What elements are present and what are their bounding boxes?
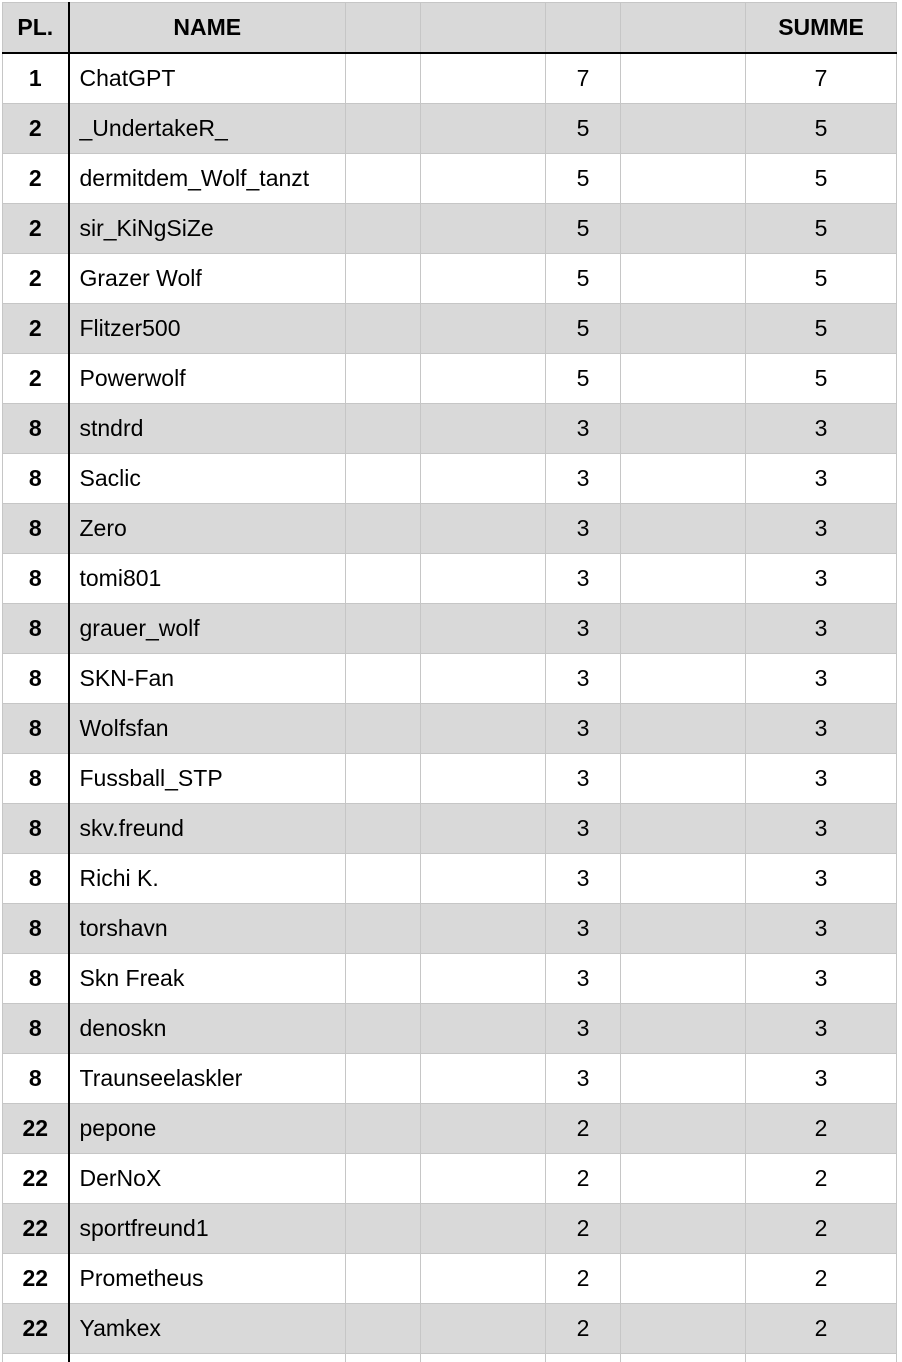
empty-cell-1[interactable] <box>346 254 421 304</box>
points-cell[interactable]: 3 <box>546 404 621 454</box>
total-cell[interactable]: 3 <box>746 954 897 1004</box>
place-cell[interactable]: 1 <box>3 53 69 104</box>
points-cell[interactable]: 3 <box>546 654 621 704</box>
points-cell[interactable]: 3 <box>546 904 621 954</box>
total-cell[interactable]: 3 <box>746 604 897 654</box>
table-row <box>3 804 897 854</box>
empty-cell-3[interactable] <box>621 53 746 104</box>
table-row <box>3 1004 897 1054</box>
table-row <box>3 854 897 904</box>
table-row <box>3 604 897 654</box>
total-cell[interactable]: 2 <box>746 1254 897 1304</box>
total-cell[interactable]: 3 <box>746 554 897 604</box>
empty-cell-2[interactable] <box>421 904 546 954</box>
empty-cell-3[interactable] <box>621 154 746 204</box>
empty-cell-2[interactable] <box>421 854 546 904</box>
table-row <box>3 104 897 154</box>
empty-cell-1[interactable] <box>346 454 421 504</box>
empty-cell-1[interactable] <box>346 554 421 604</box>
points-cell[interactable]: 5 <box>546 354 621 404</box>
name-cell[interactable]: Richi K. <box>69 854 346 904</box>
points-cell[interactable]: 3 <box>546 804 621 854</box>
empty-cell-1[interactable] <box>346 154 421 204</box>
place-cell[interactable]: 8 <box>3 654 69 704</box>
place-cell[interactable]: 22 <box>3 1154 69 1204</box>
empty-cell-3[interactable] <box>621 904 746 954</box>
place-cell[interactable]: 8 <box>3 604 69 654</box>
empty-cell-3[interactable] <box>621 754 746 804</box>
empty-cell-2[interactable] <box>421 154 546 204</box>
empty-cell-3[interactable] <box>621 1204 746 1254</box>
table-row <box>3 454 897 504</box>
table-row <box>3 1204 897 1254</box>
total-cell[interactable]: 5 <box>746 304 897 354</box>
points-cell[interactable]: 3 <box>546 1004 621 1054</box>
name-cell[interactable]: Saclic <box>69 454 346 504</box>
place-cell[interactable]: 2 <box>3 104 69 154</box>
place-cell[interactable]: 8 <box>3 1004 69 1054</box>
name-cell[interactable]: _UndertakeR_ <box>69 104 346 154</box>
empty-cell-2[interactable] <box>421 554 546 604</box>
name-cell[interactable]: skv.freund <box>69 804 346 854</box>
points-cell[interactable]: 5 <box>546 304 621 354</box>
empty-cell-1[interactable] <box>346 404 421 454</box>
table-row <box>3 704 897 754</box>
points-cell[interactable]: 3 <box>546 454 621 504</box>
total-cell[interactable]: 3 <box>746 854 897 904</box>
name-cell[interactable]: tomi801 <box>69 554 346 604</box>
header-empty-3[interactable] <box>621 3 746 54</box>
empty-cell-2[interactable] <box>421 754 546 804</box>
empty-cell-2[interactable] <box>421 504 546 554</box>
header-name[interactable]: NAME <box>69 3 346 54</box>
name-cell[interactable]: grauer_wolf <box>69 604 346 654</box>
table-row <box>3 654 897 704</box>
total-cell[interactable]: 5 <box>746 354 897 404</box>
total-cell[interactable]: 3 <box>746 1004 897 1054</box>
name-cell[interactable]: sir_KiNgSiZe <box>69 204 346 254</box>
name-cell[interactable]: Traunseelaskler <box>69 1054 346 1104</box>
header-row <box>3 3 897 54</box>
total-cell[interactable]: 5 <box>746 254 897 304</box>
empty-cell-3[interactable] <box>621 1054 746 1104</box>
points-cell[interactable]: 3 <box>546 554 621 604</box>
place-cell[interactable]: 8 <box>3 804 69 854</box>
empty-cell-1[interactable] <box>346 354 421 404</box>
total-cell[interactable]: 3 <box>746 1054 897 1104</box>
points-cell[interactable]: 3 <box>546 604 621 654</box>
points-cell[interactable]: 7 <box>546 53 621 104</box>
empty-cell-3[interactable] <box>621 354 746 404</box>
empty-cell-2[interactable] <box>421 104 546 154</box>
empty-cell-3[interactable] <box>621 1104 746 1154</box>
place-cell[interactable]: 22 <box>3 1254 69 1304</box>
total-cell[interactable]: 2 <box>746 1154 897 1204</box>
empty-cell-1[interactable] <box>346 804 421 854</box>
name-cell[interactable]: Fussball_STP <box>69 754 346 804</box>
table-row <box>3 1254 897 1304</box>
table-row <box>3 504 897 554</box>
empty-cell-1[interactable] <box>346 1104 421 1154</box>
empty-cell-1[interactable] <box>346 1004 421 1054</box>
header-empty-1[interactable] <box>346 3 421 54</box>
total-cell[interactable]: 7 <box>746 53 897 104</box>
total-cell[interactable]: 3 <box>746 654 897 704</box>
name-cell[interactable]: Wolfsfan <box>69 704 346 754</box>
points-cell[interactable]: 5 <box>546 254 621 304</box>
total-cell[interactable]: 2 <box>746 1104 897 1154</box>
name-cell[interactable]: stndrd <box>69 404 346 454</box>
empty-cell-1[interactable] <box>346 904 421 954</box>
place-cell[interactable] <box>3 1354 69 1362</box>
empty-cell-3[interactable] <box>621 454 746 504</box>
empty-cell-2[interactable] <box>421 1104 546 1154</box>
place-cell[interactable]: 8 <box>3 954 69 1004</box>
empty-cell-3[interactable] <box>621 254 746 304</box>
empty-cell-1[interactable] <box>346 1304 421 1354</box>
place-cell[interactable]: 22 <box>3 1104 69 1154</box>
total-cell[interactable]: 3 <box>746 804 897 854</box>
points-cell[interactable]: 2 <box>546 1304 621 1354</box>
empty-cell-3[interactable] <box>621 1154 746 1204</box>
table-row <box>3 1154 897 1204</box>
points-cell[interactable]: 3 <box>546 854 621 904</box>
place-cell[interactable]: 2 <box>3 304 69 354</box>
place-cell[interactable]: 2 <box>3 204 69 254</box>
empty-cell-3[interactable] <box>621 854 746 904</box>
total-cell[interactable]: 2 <box>746 1204 897 1254</box>
empty-cell-2[interactable] <box>421 454 546 504</box>
empty-cell-2[interactable] <box>421 53 546 104</box>
empty-cell-2[interactable] <box>421 1004 546 1054</box>
table-row <box>3 1054 897 1104</box>
place-cell[interactable]: 8 <box>3 504 69 554</box>
empty-cell-3[interactable] <box>621 604 746 654</box>
empty-cell-2[interactable] <box>421 804 546 854</box>
points-cell[interactable]: 3 <box>546 704 621 754</box>
table-row <box>3 754 897 804</box>
table-row <box>3 404 897 454</box>
empty-cell-2[interactable] <box>421 954 546 1004</box>
empty-cell-3[interactable] <box>621 504 746 554</box>
empty-cell-2[interactable] <box>421 354 546 404</box>
place-cell[interactable]: 8 <box>3 854 69 904</box>
empty-cell-1[interactable] <box>346 654 421 704</box>
total-cell[interactable]: 3 <box>746 704 897 754</box>
name-cell[interactable]: Prometheus <box>69 1254 346 1304</box>
empty-cell-1[interactable] <box>346 1354 421 1362</box>
empty-cell-3[interactable] <box>621 704 746 754</box>
empty-cell-2[interactable] <box>421 204 546 254</box>
empty-cell-3[interactable] <box>621 104 746 154</box>
total-cell[interactable]: 5 <box>746 104 897 154</box>
place-cell[interactable]: 2 <box>3 354 69 404</box>
place-cell[interactable]: 8 <box>3 704 69 754</box>
header-points[interactable] <box>546 3 621 54</box>
total-cell[interactable]: 5 <box>746 154 897 204</box>
total-cell[interactable]: 2 <box>746 1304 897 1354</box>
table-row <box>3 204 897 254</box>
name-cell[interactable]: Yamkex <box>69 1304 346 1354</box>
empty-cell-3[interactable] <box>621 1304 746 1354</box>
empty-cell-3[interactable] <box>621 404 746 454</box>
name-cell[interactable]: Powerwolf <box>69 354 346 404</box>
points-cell[interactable]: 5 <box>546 104 621 154</box>
points-cell[interactable]: 2 <box>546 1254 621 1304</box>
points-cell[interactable]: 2 <box>546 1204 621 1254</box>
empty-cell-1[interactable] <box>346 1054 421 1104</box>
empty-cell-1[interactable] <box>346 704 421 754</box>
empty-cell-3[interactable] <box>621 554 746 604</box>
place-cell[interactable]: 22 <box>3 1304 69 1354</box>
header-place[interactable]: PL. <box>3 3 69 54</box>
points-cell[interactable]: 3 <box>546 954 621 1004</box>
table-row <box>3 354 897 404</box>
empty-cell-1[interactable] <box>346 604 421 654</box>
empty-cell-3[interactable] <box>621 954 746 1004</box>
empty-cell-1[interactable] <box>346 854 421 904</box>
table-row <box>3 53 897 104</box>
points-cell[interactable]: 3 <box>546 754 621 804</box>
empty-cell-1[interactable] <box>346 53 421 104</box>
total-cell[interactable]: 3 <box>746 904 897 954</box>
name-cell[interactable]: sportfreund1 <box>69 1204 346 1254</box>
name-cell[interactable]: Skn Freak <box>69 954 346 1004</box>
name-cell[interactable]: dermitdem_Wolf_tanzt <box>69 154 346 204</box>
place-cell[interactable]: 8 <box>3 554 69 604</box>
empty-cell-1[interactable] <box>346 204 421 254</box>
points-cell[interactable]: 2 <box>546 1154 621 1204</box>
place-cell[interactable]: 8 <box>3 454 69 504</box>
empty-cell-1[interactable] <box>346 104 421 154</box>
empty-cell-3[interactable] <box>621 1004 746 1054</box>
empty-cell-2[interactable] <box>421 1054 546 1104</box>
empty-cell-2[interactable] <box>421 604 546 654</box>
empty-cell-1[interactable] <box>346 504 421 554</box>
place-cell[interactable]: 2 <box>3 154 69 204</box>
name-cell[interactable]: denoskn <box>69 1004 346 1054</box>
place-cell[interactable]: 22 <box>3 1204 69 1254</box>
name-cell[interactable]: Flitzer500 <box>69 304 346 354</box>
points-cell[interactable]: 3 <box>546 1054 621 1104</box>
points-cell[interactable] <box>546 1354 621 1362</box>
empty-cell-2[interactable] <box>421 704 546 754</box>
total-cell[interactable]: 3 <box>746 404 897 454</box>
name-cell[interactable] <box>69 1354 346 1362</box>
empty-cell-2[interactable] <box>421 254 546 304</box>
points-cell[interactable]: 5 <box>546 204 621 254</box>
standings-rows <box>3 53 897 1362</box>
empty-cell-3[interactable] <box>621 654 746 704</box>
points-cell[interactable]: 3 <box>546 504 621 554</box>
points-cell[interactable]: 5 <box>546 154 621 204</box>
empty-cell-1[interactable] <box>346 1204 421 1254</box>
empty-cell-2[interactable] <box>421 1254 546 1304</box>
empty-cell-2[interactable] <box>421 654 546 704</box>
place-cell[interactable]: 8 <box>3 754 69 804</box>
place-cell[interactable]: 8 <box>3 1054 69 1104</box>
place-cell[interactable]: 8 <box>3 404 69 454</box>
name-cell[interactable]: pepone <box>69 1104 346 1154</box>
empty-cell-3[interactable] <box>621 804 746 854</box>
table-row <box>3 904 897 954</box>
empty-cell-3[interactable] <box>621 1354 746 1362</box>
header-empty-2[interactable] <box>421 3 546 54</box>
empty-cell-1[interactable] <box>346 304 421 354</box>
header-total[interactable]: SUMME <box>746 3 897 54</box>
points-cell[interactable]: 2 <box>546 1104 621 1154</box>
empty-cell-1[interactable] <box>346 954 421 1004</box>
standings-table <box>2 2 897 1362</box>
empty-cell-1[interactable] <box>346 1154 421 1204</box>
name-cell[interactable]: ChatGPT <box>69 53 346 104</box>
empty-cell-3[interactable] <box>621 204 746 254</box>
total-cell[interactable] <box>746 1354 897 1362</box>
total-cell[interactable]: 3 <box>746 504 897 554</box>
table-row <box>3 1104 897 1154</box>
table-row <box>3 1304 897 1354</box>
name-cell[interactable]: torshavn <box>69 904 346 954</box>
name-cell[interactable]: Zero <box>69 504 346 554</box>
empty-cell-2[interactable] <box>421 1304 546 1354</box>
empty-cell-2[interactable] <box>421 304 546 354</box>
table-row <box>3 954 897 1004</box>
table-row <box>3 254 897 304</box>
empty-cell-1[interactable] <box>346 1254 421 1304</box>
empty-cell-3[interactable] <box>621 304 746 354</box>
place-cell[interactable]: 2 <box>3 254 69 304</box>
table-row <box>3 1354 897 1362</box>
empty-cell-2[interactable] <box>421 1204 546 1254</box>
total-cell[interactable]: 3 <box>746 454 897 504</box>
name-cell[interactable]: Grazer Wolf <box>69 254 346 304</box>
name-cell[interactable]: SKN-Fan <box>69 654 346 704</box>
empty-cell-2[interactable] <box>421 1154 546 1204</box>
name-cell[interactable]: DerNoX <box>69 1154 346 1204</box>
place-cell[interactable]: 8 <box>3 904 69 954</box>
total-cell[interactable]: 5 <box>746 204 897 254</box>
table-row <box>3 304 897 354</box>
empty-cell-1[interactable] <box>346 754 421 804</box>
empty-cell-2[interactable] <box>421 1354 546 1362</box>
table-row <box>3 154 897 204</box>
total-cell[interactable]: 3 <box>746 754 897 804</box>
empty-cell-2[interactable] <box>421 404 546 454</box>
empty-cell-3[interactable] <box>621 1254 746 1304</box>
table-row <box>3 554 897 604</box>
